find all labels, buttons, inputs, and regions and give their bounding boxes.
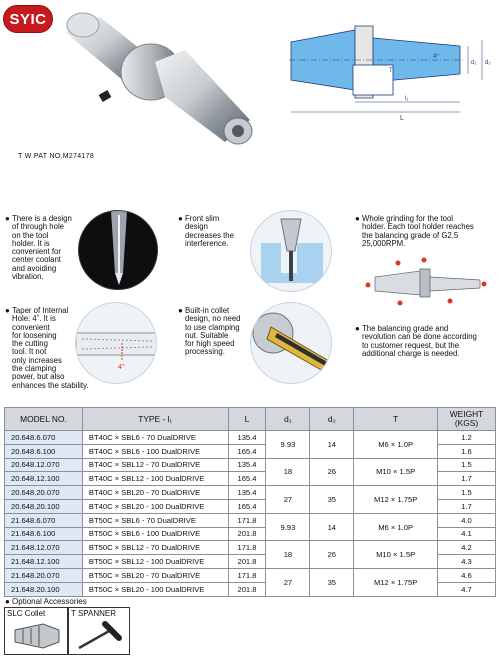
cell-length: 201.8: [228, 582, 266, 596]
col-header-type: TYPE - l₁: [82, 408, 228, 431]
accessory-t-spanner: [68, 607, 130, 655]
bullet-icon: ●: [355, 324, 360, 333]
cell-model-no: 20.648.20.070: [5, 486, 83, 500]
cell-weight: 1.6: [438, 444, 496, 458]
collet-cutaway-icon: [251, 303, 332, 384]
cell-d2: 35: [310, 568, 354, 596]
cell-length: 201.8: [228, 527, 266, 541]
feature-coolant-hole: ● There is a design of through hole on the tool holder. It is convenient for center coolant and avoiding vibration.: [5, 214, 72, 282]
cell-model-no: 20.648.6.070: [5, 431, 83, 445]
accessory-label: T SPANNER: [71, 609, 117, 618]
slim-design-image: [250, 210, 332, 292]
col-header-d1: d₁: [266, 408, 310, 431]
feature-slim-design: ● Front slim design decreases the interference.: [178, 214, 234, 248]
cell-type: BT40C × SBL20 - 100 DualDRIVE: [82, 499, 228, 513]
cell-thread: M6 × 1.0P: [354, 513, 438, 541]
cell-type: BT50C × SBL12 - 70 DualDRIVE: [82, 541, 228, 555]
balancing-diagram: [360, 255, 490, 310]
slim-design-icon: [251, 211, 332, 292]
cell-d2: 14: [310, 513, 354, 541]
cell-model-no: 21.648.6.100: [5, 527, 83, 541]
cell-type: BT50C × SBL20 - 100 DualDRIVE: [82, 582, 228, 596]
cell-weight: 1.7: [438, 472, 496, 486]
cell-d1: 27: [266, 486, 310, 514]
cell-type: BT40C × SBL6 - 70 DualDRIVE: [82, 431, 228, 445]
coolant-hole-icon: [79, 211, 158, 290]
table-row: [5, 486, 496, 500]
table-row: [5, 431, 496, 445]
cell-model-no: 21.648.12.100: [5, 555, 83, 569]
internal-taper-image: [75, 302, 157, 384]
cell-length: 135.4: [228, 431, 266, 445]
accessories-title: ● Optional Accessories: [5, 597, 87, 606]
accessory-label: SLC Collet: [7, 609, 46, 618]
cell-thread: M12 × 1.75P: [354, 568, 438, 596]
cell-thread: M12 × 1.75P: [354, 486, 438, 514]
dimension-d2: d₂: [485, 60, 491, 66]
cell-weight: 1.2: [438, 431, 496, 445]
tool-holder-photo: [55, 2, 255, 152]
cell-length: 171.8: [228, 568, 266, 582]
cell-weight: 4.3: [438, 555, 496, 569]
col-header-T: T: [354, 408, 438, 431]
cell-model-no: 21.648.12.070: [5, 541, 83, 555]
cell-weight: 4.2: [438, 541, 496, 555]
brand-logo: [3, 5, 53, 33]
cell-d1: 9.93: [266, 513, 310, 541]
technical-drawing: [285, 20, 497, 125]
cell-model-no: 21.648.20.100: [5, 582, 83, 596]
dimension-angle: 4°: [433, 54, 439, 60]
cell-length: 201.8: [228, 555, 266, 569]
bullet-icon: ●: [178, 306, 183, 315]
coolant-hole-image: [78, 210, 158, 290]
col-header-weight: WEIGHT (KGS): [438, 408, 496, 431]
t-spanner-icon: [75, 620, 125, 652]
cell-type: BT40C × SBL12 - 100 DualDRIVE: [82, 472, 228, 486]
built-in-collet-image: [250, 302, 332, 384]
cell-model-no: 20.648.12.100: [5, 472, 83, 486]
cell-length: 165.4: [228, 444, 266, 458]
accessory-slc-collet: [4, 607, 68, 655]
feature-custom-balancing: ● The balancing grade and revolution can be done according to customer request, but the additional charge is needed.: [355, 324, 477, 358]
bullet-icon: ●: [5, 306, 10, 315]
cell-type: BT40C × SBL12 - 70 DualDRIVE: [82, 458, 228, 472]
cell-model-no: 21.648.20.070: [5, 568, 83, 582]
bullet-icon: ●: [178, 214, 183, 223]
cell-type: BT50C × SBL6 - 100 DualDRIVE: [82, 527, 228, 541]
cell-d2: 14: [310, 431, 354, 459]
cell-length: 165.4: [228, 499, 266, 513]
cell-thread: M10 × 1.5P: [354, 541, 438, 569]
patent-number: T W PAT NO.M274178: [18, 153, 95, 160]
cell-type: BT40C × SBL20 - 70 DualDRIVE: [82, 486, 228, 500]
cell-model-no: 20.648.12.070: [5, 458, 83, 472]
cell-weight: 1.5: [438, 458, 496, 472]
cell-thread: M6 × 1.0P: [354, 431, 438, 459]
cell-weight: 4.6: [438, 568, 496, 582]
cell-d1: 27: [266, 568, 310, 596]
cell-type: BT40C × SBL6 - 100 DualDRIVE: [82, 444, 228, 458]
feature-built-in-collet: ● Built-in collet design, no need to use clamping nut. Suitable for high speed processing.: [178, 306, 241, 357]
spec-table-body: [5, 431, 496, 597]
collet-icon: [13, 620, 61, 652]
cell-length: 171.8: [228, 513, 266, 527]
bullet-icon: ●: [355, 214, 360, 223]
bullet-icon: ●: [5, 214, 10, 223]
brand-logo-text: SYIC: [9, 10, 47, 28]
cell-length: 171.8: [228, 541, 266, 555]
dimension-L: L: [400, 115, 404, 122]
spec-table: [4, 407, 496, 597]
cell-d1: 18: [266, 458, 310, 486]
cell-type: BT50C × SBL20 - 70 DualDRIVE: [82, 568, 228, 582]
table-row: [5, 458, 496, 472]
cell-model-no: 21.648.6.070: [5, 513, 83, 527]
cell-d2: 26: [310, 541, 354, 569]
cell-weight: 1.7: [438, 499, 496, 513]
table-row: [5, 568, 496, 582]
cell-weight: 4.7: [438, 582, 496, 596]
table-row: [5, 513, 496, 527]
cell-d2: 26: [310, 458, 354, 486]
cell-length: 135.4: [228, 486, 266, 500]
cell-weight: 1.5: [438, 486, 496, 500]
taper-icon: [76, 303, 157, 384]
col-header-model: MODEL NO.: [5, 408, 83, 431]
feature-internal-taper: ● Taper of Internal Hole: 4˚. It is convenient for loosening the cutting tool. It not only increases the clamping power, but also enhances the stability.: [5, 306, 89, 390]
col-header-L: L: [228, 408, 266, 431]
cell-d2: 35: [310, 486, 354, 514]
cell-length: 135.4: [228, 458, 266, 472]
cell-weight: 4.1: [438, 527, 496, 541]
table-header-row: [5, 408, 496, 431]
cell-type: BT50C × SBL12 - 100 DualDRIVE: [82, 555, 228, 569]
cell-weight: 4.0: [438, 513, 496, 527]
feature-balancing-grade: ● Whole grinding for the tool holder. Each tool holder reaches the balancing grade of G2.5 25,000RPM.: [355, 214, 474, 248]
dimension-T: T: [389, 68, 393, 74]
dimension-l1: l₁: [405, 96, 409, 102]
table-row: [5, 541, 496, 555]
cell-d1: 9.93: [266, 431, 310, 459]
cell-d1: 18: [266, 541, 310, 569]
cell-type: BT50C × SBL6 - 70 DualDRIVE: [82, 513, 228, 527]
cell-thread: M10 × 1.5P: [354, 458, 438, 486]
cell-model-no: 20.648.6.100: [5, 444, 83, 458]
cell-length: 165.4: [228, 472, 266, 486]
taper-angle-label: 4°: [118, 364, 125, 371]
col-header-d2: d₂: [310, 408, 354, 431]
dimension-d1: d₁: [471, 60, 477, 66]
cell-model-no: 20.648.20.100: [5, 499, 83, 513]
